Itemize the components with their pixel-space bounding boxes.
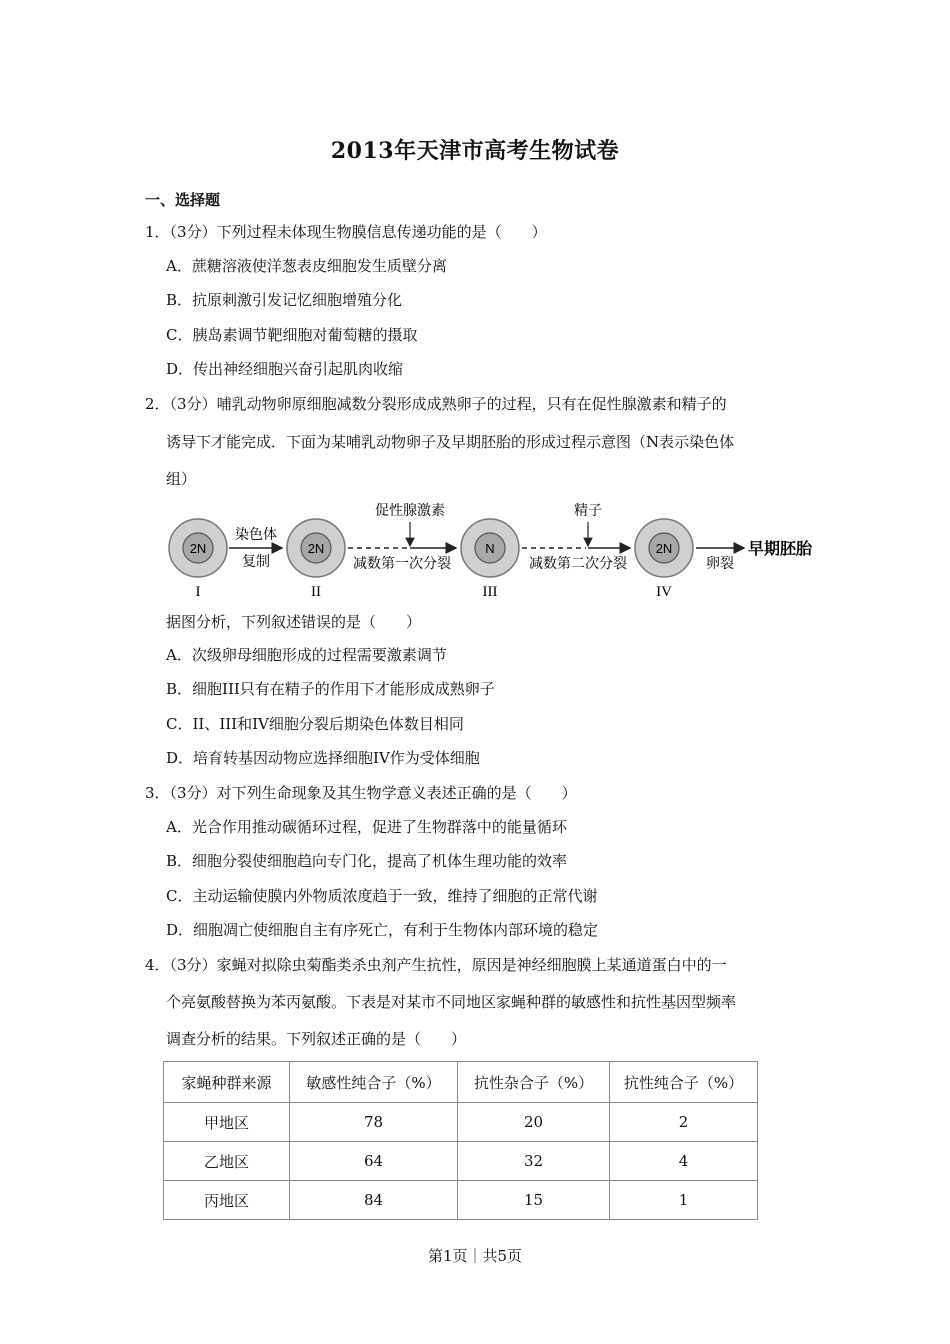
embryo-label: 早期胚胎 xyxy=(748,539,813,558)
table-cell: 甲地区 xyxy=(164,1103,290,1142)
question-2-stem-line-3: 组） xyxy=(166,470,197,488)
cell-i xyxy=(169,519,227,600)
table-cell: 84 xyxy=(290,1181,458,1220)
question-3-option-c: C．主动运输使膜内外物质浓度趋于一致，维持了细胞的正常代谢 xyxy=(166,887,598,905)
cell-i-label: 2N xyxy=(189,541,207,556)
cell-ii-label: 2N xyxy=(307,541,325,556)
table-row xyxy=(164,1103,758,1142)
table-cell: 20 xyxy=(458,1103,610,1142)
table-cell: 78 xyxy=(290,1103,458,1142)
meiosis-2-label: 减数第二次分裂 xyxy=(529,556,627,572)
question-4-stem-line-1: 4．（3分）家蝇对拟除虫菊酯类杀虫剂产生抗性，原因是神经细胞膜上某通道蛋白中的一 xyxy=(145,956,727,974)
question-1-stem: 1．（3分）下列过程未体现生物膜信息传递功能的是（ ） xyxy=(145,223,547,241)
table-header-cell: 抗性杂合子（%） xyxy=(458,1062,610,1103)
meiosis-1-label: 减数第一次分裂 xyxy=(353,556,451,572)
table-header-row xyxy=(164,1062,758,1103)
housefly-genotype-table xyxy=(163,1061,758,1220)
table-header-cell: 敏感性纯合子（%） xyxy=(290,1062,458,1103)
question-4-stem-line-3: 调查分析的结果。下列叙述正确的是（ ） xyxy=(166,1030,467,1048)
cell-iv xyxy=(635,519,693,600)
cell-i-numeral: I xyxy=(195,584,201,600)
replication-label-top: 染色体 xyxy=(235,527,277,543)
question-2-stem-line-1: 2．（3分）哺乳动物卵原细胞减数分裂形成成熟卵子的过程，只有在促性腺激素和精子的 xyxy=(145,395,727,413)
cell-iii-numeral: III xyxy=(482,584,498,600)
question-2-option-b: B．细胞III只有在精子的作用下才能形成成熟卵子 xyxy=(166,680,495,698)
table-row xyxy=(164,1142,758,1181)
table-cell: 15 xyxy=(458,1181,610,1220)
question-1-option-b: B．抗原刺激引发记忆细胞增殖分化 xyxy=(166,291,403,309)
section-heading: 一、选择题 xyxy=(145,191,221,209)
cell-iii-label: N xyxy=(485,541,495,556)
cell-ii xyxy=(287,519,345,600)
table-header-cell: 抗性纯合子（%） xyxy=(610,1062,758,1103)
cleavage-label: 卵裂 xyxy=(706,556,734,572)
table-cell: 丙地区 xyxy=(164,1181,290,1220)
question-3-option-b: B．细胞分裂使细胞趋向专门化，提高了机体生理功能的效率 xyxy=(166,852,568,870)
table-cell: 4 xyxy=(610,1142,758,1181)
question-2-option-d: D．培育转基因动物应选择细胞IV作为受体细胞 xyxy=(166,749,480,767)
hormone-label: 促性腺激素 xyxy=(375,503,445,519)
table-row xyxy=(164,1181,758,1220)
question-1-option-a: A．蔗糖溶液使洋葱表皮细胞发生质壁分离 xyxy=(166,257,447,275)
page-title: 2013年天津市高考生物试卷 xyxy=(330,138,620,164)
table-cell: 乙地区 xyxy=(164,1142,290,1181)
question-3-option-a: A．光合作用推动碳循环过程，促进了生物群落中的能量循环 xyxy=(166,818,567,836)
question-2-prompt: 据图分析，下列叙述错误的是（ ） xyxy=(166,613,422,631)
oocyte-formation-diagram xyxy=(160,498,840,608)
page-footer: 第1页｜共5页 xyxy=(427,1247,523,1265)
cell-iv-numeral: IV xyxy=(656,584,672,600)
question-4-stem-line-2: 个亮氨酸替换为苯丙氨酸。下表是对某市不同地区家蝇种群的敏感性和抗性基因型频率 xyxy=(166,993,737,1011)
question-2-option-a: A．次级卵母细胞形成的过程需要激素调节 xyxy=(166,646,447,664)
table-cell: 2 xyxy=(610,1103,758,1142)
sperm-label: 精子 xyxy=(574,503,602,519)
table-header-cell: 家蝇种群来源 xyxy=(164,1062,290,1103)
question-3-stem: 3．（3分）对下列生命现象及其生物学意义表述正确的是（ ） xyxy=(145,784,577,802)
cell-ii-numeral: II xyxy=(311,584,321,600)
replication-label-bottom: 复制 xyxy=(242,554,270,570)
question-2-stem-line-2: 诱导下才能完成．下面为某哺乳动物卵子及早期胚胎的形成过程示意图（N表示染色体 xyxy=(166,433,735,451)
question-3-option-d: D．细胞凋亡使细胞自主有序死亡，有利于生物体内部环境的稳定 xyxy=(166,921,599,939)
table-cell: 1 xyxy=(610,1181,758,1220)
question-1-option-d: D．传出神经细胞兴奋引起肌肉收缩 xyxy=(166,360,404,378)
cell-iii xyxy=(461,519,519,600)
table-cell: 32 xyxy=(458,1142,610,1181)
question-1-option-c: C．胰岛素调节靶细胞对葡萄糖的摄取 xyxy=(166,326,418,344)
table-cell: 64 xyxy=(290,1142,458,1181)
cell-iv-label: 2N xyxy=(655,541,673,556)
question-2-option-c: C．II、III和IV细胞分裂后期染色体数目相同 xyxy=(166,715,464,733)
